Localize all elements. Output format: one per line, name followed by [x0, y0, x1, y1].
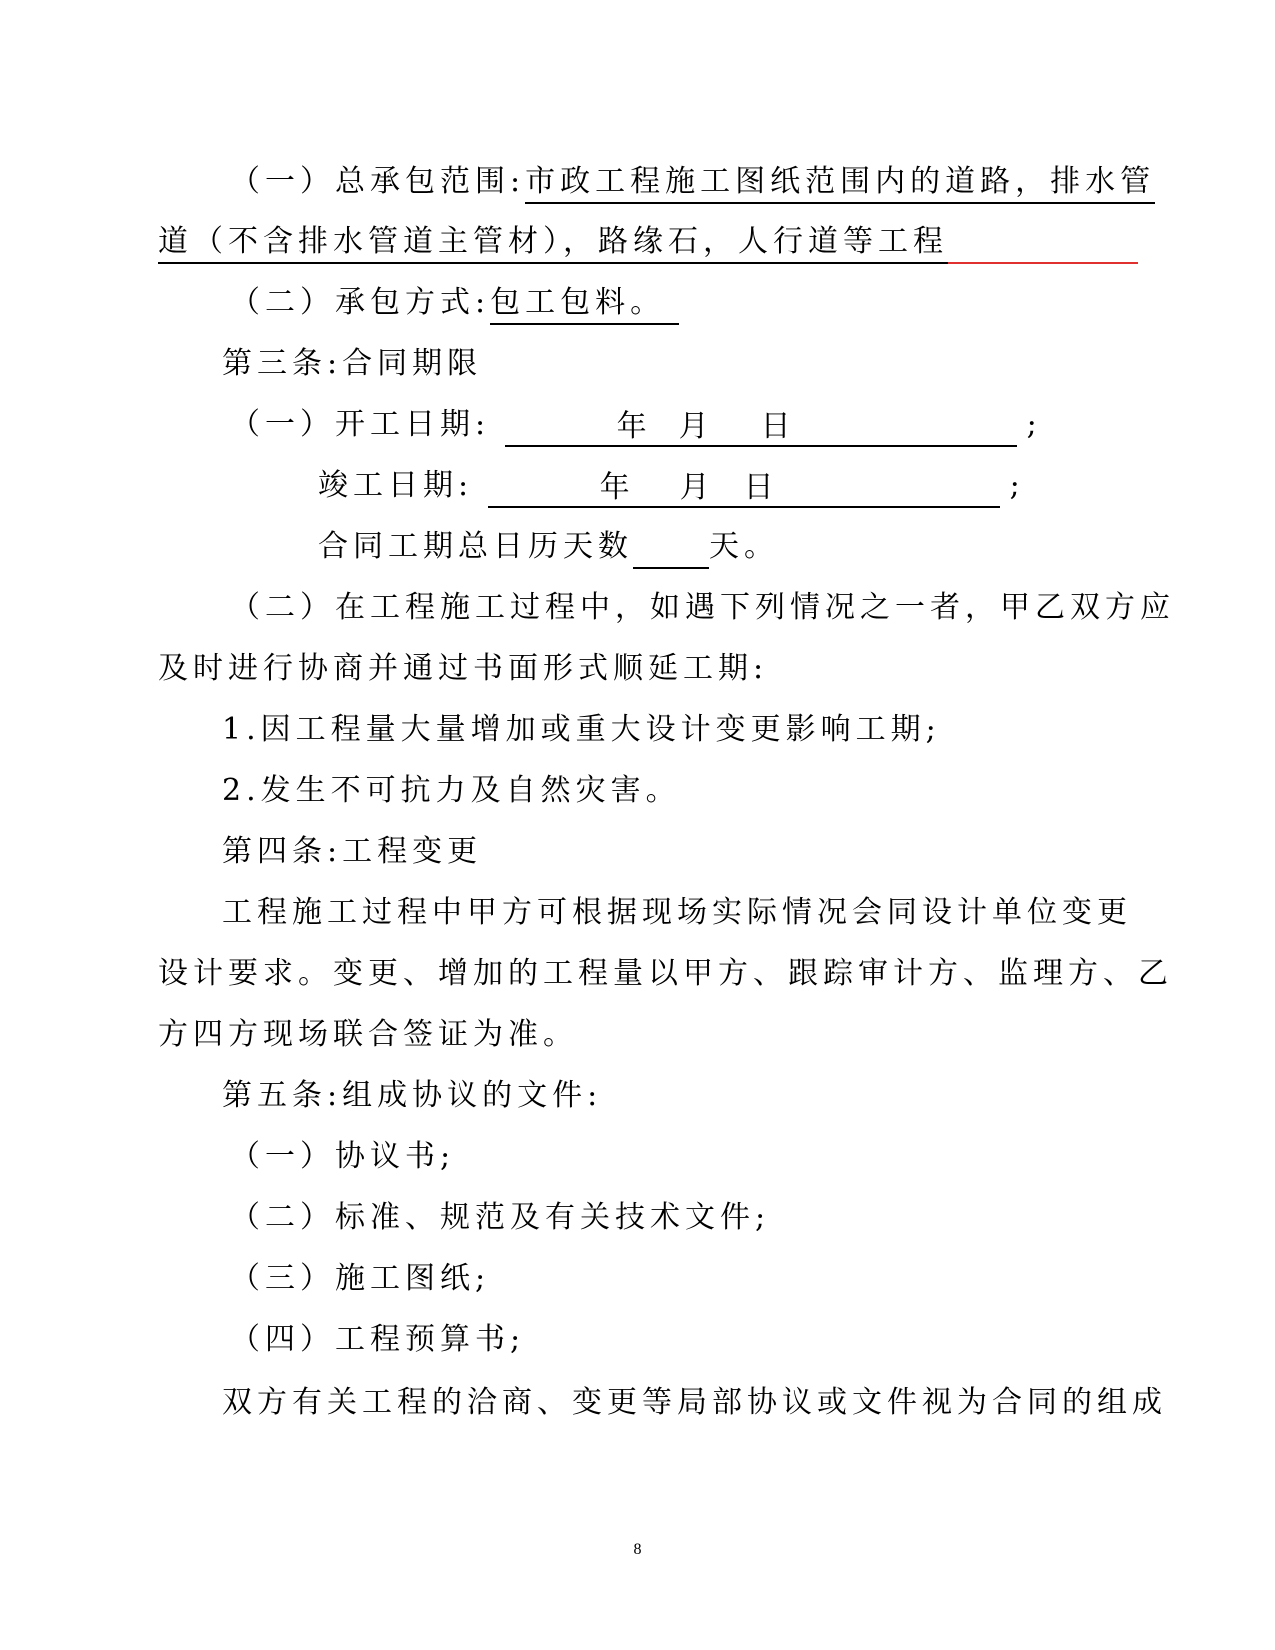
scope-line-1 [230, 160, 1155, 204]
list-item-2: 2.发生不可抗力及自然灾害。 [222, 773, 681, 808]
start-date-line [230, 403, 1042, 447]
page-number: 8 [633, 1541, 642, 1558]
end-date-blank [488, 466, 1000, 508]
scope-text-underlined-2: 道（不含排水管道主管材），路缘石，人行道等工程 [158, 222, 948, 264]
start-date-blank [505, 405, 1017, 447]
total-days-label: 合同工期总日历天数 [318, 529, 633, 564]
contract-mode-label: （二）承包方式: [230, 285, 491, 320]
start-day: 日 [760, 409, 796, 444]
list-item-1: 1.因工程量大量增加或重大设计变更影响工期; [222, 712, 941, 747]
end-date-label: 竣工日期: [318, 468, 474, 503]
contract-mode-value: 包工包料。 [490, 283, 679, 325]
scope-label: （一）总承包范围: [230, 164, 526, 199]
start-year: 年 [616, 409, 652, 444]
article-5-title: 第五条:组成协议的文件: [222, 1078, 603, 1113]
article-3-title: 第三条:合同期限 [222, 346, 483, 381]
article-4-line-1: 工程施工过程中甲方可根据现场实际情况会同设计单位变更 [222, 895, 1132, 930]
clause-2-line-1: （二）在工程施工过程中，如遇下列情况之一者，甲乙双方应 [230, 590, 1175, 625]
document-item-3: （三）施工图纸; [230, 1261, 491, 1296]
start-month: 月 [678, 409, 714, 444]
article-4-title: 第四条:工程变更 [222, 834, 483, 869]
last-paragraph-line: 双方有关工程的洽商、变更等局部协议或文件视为合同的组成 [222, 1385, 1167, 1420]
end-month: 月 [679, 470, 715, 505]
end-day: 日 [743, 470, 779, 505]
article-4-line-3: 方四方现场联合签证为准。 [158, 1017, 578, 1052]
clause-2-line-2: 及时进行协商并通过书面形式顺延工期: [158, 651, 769, 686]
total-days-line [318, 525, 779, 569]
start-date-label: （一）开工日期: [230, 407, 491, 442]
article-4-line-2: 设计要求。变更、增加的工程量以甲方、跟踪审计方、监理方、乙 [158, 956, 1173, 991]
end-year: 年 [599, 470, 635, 505]
total-days-blank [633, 533, 709, 569]
scope-text-underlined-1: 市政工程施工图纸范围内的道路，排水管 [525, 162, 1155, 204]
end-date-end: ; [1009, 468, 1025, 503]
contract-mode-line [230, 281, 679, 325]
scope-blank-red [948, 228, 1138, 264]
document-item-4: （四）工程预算书; [230, 1322, 526, 1357]
total-days-unit: 天。 [709, 529, 779, 564]
scope-line-2 [158, 220, 1138, 264]
start-date-end: ; [1026, 407, 1042, 442]
document-item-1: （一）协议书; [230, 1139, 456, 1174]
end-date-line [318, 464, 1025, 508]
document-item-2: （二）标准、规范及有关技术文件; [230, 1200, 771, 1235]
